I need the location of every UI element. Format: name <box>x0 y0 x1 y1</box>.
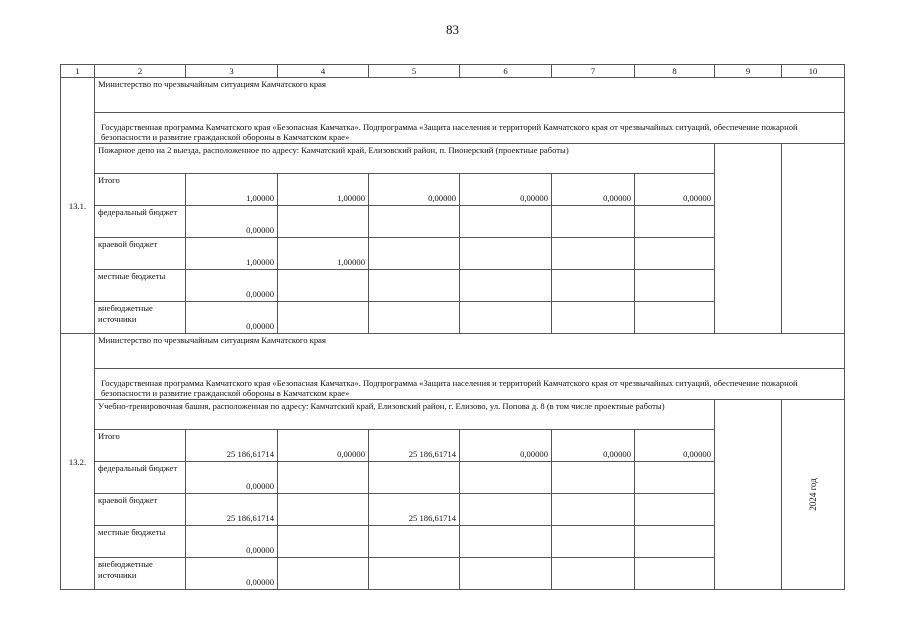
finance-value <box>635 558 715 590</box>
finance-value <box>369 302 460 334</box>
col9-cell <box>715 144 782 334</box>
finance-value <box>460 494 552 526</box>
finance-value <box>552 526 635 558</box>
column-header: 7 <box>552 65 635 78</box>
column-header: 4 <box>278 65 369 78</box>
column-header: 3 <box>186 65 278 78</box>
finance-value <box>552 558 635 590</box>
finance-value <box>369 526 460 558</box>
finance-value <box>552 462 635 494</box>
finance-value <box>552 270 635 302</box>
finance-value <box>460 238 552 270</box>
ministry-row <box>61 334 845 369</box>
finance-value <box>635 238 715 270</box>
program-name: Государственная программа Камчатского края «Безопасная Камчатка». Подпрограмма «Защита населения и территорий Камчатского края от чрезвычайных ситуаций, обеспечение пожарной безопасности и развитие гражданской обороны в Камчатском крае» <box>95 369 845 400</box>
finance-value <box>460 270 552 302</box>
column-header-row <box>61 65 845 78</box>
object-name: Учебно-тренировочная башня, расположенная по адресу: Камчатский край, Елизовский район, г. Елизово, ул. Попова д. 8 (в том числе проектные работы) <box>95 400 715 430</box>
column-header: 9 <box>715 65 782 78</box>
program-name: Государственная программа Камчатского края «Безопасная Камчатка». Подпрограмма «Защита населения и территорий Камчатского края от чрезвычайных ситуаций, обеспечение пожарной безопасности и развитие гражданской обороны в Камчатском крае» <box>95 113 845 144</box>
finance-value: 0,00000 <box>635 430 715 462</box>
column-header: 6 <box>460 65 552 78</box>
finance-value: 0,00000 <box>552 174 635 206</box>
object-row <box>61 400 845 430</box>
finance-value: 1,00000 <box>186 174 278 206</box>
finance-value <box>460 302 552 334</box>
finance-value: 25 186,61714 <box>186 430 278 462</box>
finance-value: 1,00000 <box>186 238 278 270</box>
column-header: 2 <box>95 65 186 78</box>
finance-value <box>278 526 369 558</box>
finance-value: 25 186,61714 <box>186 494 278 526</box>
finance-value <box>552 494 635 526</box>
finance-label: внебюджетные источники <box>95 558 186 590</box>
finance-value <box>635 302 715 334</box>
finance-value: 0,00000 <box>186 558 278 590</box>
finance-value: 0,00000 <box>460 430 552 462</box>
finance-value <box>369 558 460 590</box>
finance-value <box>552 238 635 270</box>
column-header: 10 <box>782 65 845 78</box>
ministry-name: Министерство по чрезвычайным ситуациям Камчатского края <box>95 78 845 113</box>
finance-value <box>278 270 369 302</box>
object-name: Пожарное депо на 2 выезда, расположенное по адресу: Камчатский край, Елизовский район, п. Пионерский (проектные работы) <box>95 144 715 174</box>
finance-value: 0,00000 <box>186 206 278 238</box>
finance-label: федеральный бюджет <box>95 462 186 494</box>
ministry-row <box>61 78 845 113</box>
finance-value <box>635 526 715 558</box>
column-header: 8 <box>635 65 715 78</box>
year-label: 2024 год <box>807 478 818 512</box>
investment-table <box>60 64 845 590</box>
finance-value: 0,00000 <box>186 462 278 494</box>
ministry-name: Министерство по чрезвычайным ситуациям Камчатского края <box>95 334 845 369</box>
finance-value: 0,00000 <box>186 302 278 334</box>
finance-value: 0,00000 <box>186 270 278 302</box>
finance-value <box>369 238 460 270</box>
finance-value <box>552 302 635 334</box>
row-number: 13.1. <box>61 78 95 334</box>
finance-value <box>552 206 635 238</box>
finance-value: 25 186,61714 <box>369 430 460 462</box>
finance-value <box>460 526 552 558</box>
finance-value: 0,00000 <box>369 174 460 206</box>
finance-value <box>460 558 552 590</box>
row-number: 13.2. <box>61 334 95 590</box>
finance-value <box>635 206 715 238</box>
finance-value: 0,00000 <box>635 174 715 206</box>
finance-value <box>278 462 369 494</box>
finance-value <box>635 494 715 526</box>
finance-value: 0,00000 <box>278 430 369 462</box>
finance-value <box>369 206 460 238</box>
finance-value: 25 186,61714 <box>369 494 460 526</box>
finance-label: краевой бюджет <box>95 494 186 526</box>
finance-value <box>635 270 715 302</box>
program-row <box>61 369 845 400</box>
column-header: 1 <box>61 65 95 78</box>
finance-value <box>369 270 460 302</box>
finance-value: 1,00000 <box>278 174 369 206</box>
object-row <box>61 144 845 174</box>
finance-label: внебюджетные источники <box>95 302 186 334</box>
finance-label: федеральный бюджет <box>95 206 186 238</box>
finance-label: Итого <box>95 430 186 462</box>
column-header: 5 <box>369 65 460 78</box>
finance-value <box>460 462 552 494</box>
finance-label: краевой бюджет <box>95 238 186 270</box>
year-cell <box>782 400 845 590</box>
finance-value: 0,00000 <box>460 174 552 206</box>
finance-value: 0,00000 <box>552 430 635 462</box>
finance-label: местные бюджеты <box>95 526 186 558</box>
finance-value <box>278 302 369 334</box>
finance-value <box>278 206 369 238</box>
finance-value <box>460 206 552 238</box>
finance-value <box>278 494 369 526</box>
finance-label: Итого <box>95 174 186 206</box>
finance-value <box>635 462 715 494</box>
page-number: 83 <box>446 22 459 37</box>
finance-value <box>369 462 460 494</box>
finance-label: местные бюджеты <box>95 270 186 302</box>
finance-value: 1,00000 <box>278 238 369 270</box>
col9-cell <box>715 400 782 590</box>
finance-value <box>278 558 369 590</box>
program-row <box>61 113 845 144</box>
year-cell <box>782 144 845 334</box>
finance-value: 0,00000 <box>186 526 278 558</box>
